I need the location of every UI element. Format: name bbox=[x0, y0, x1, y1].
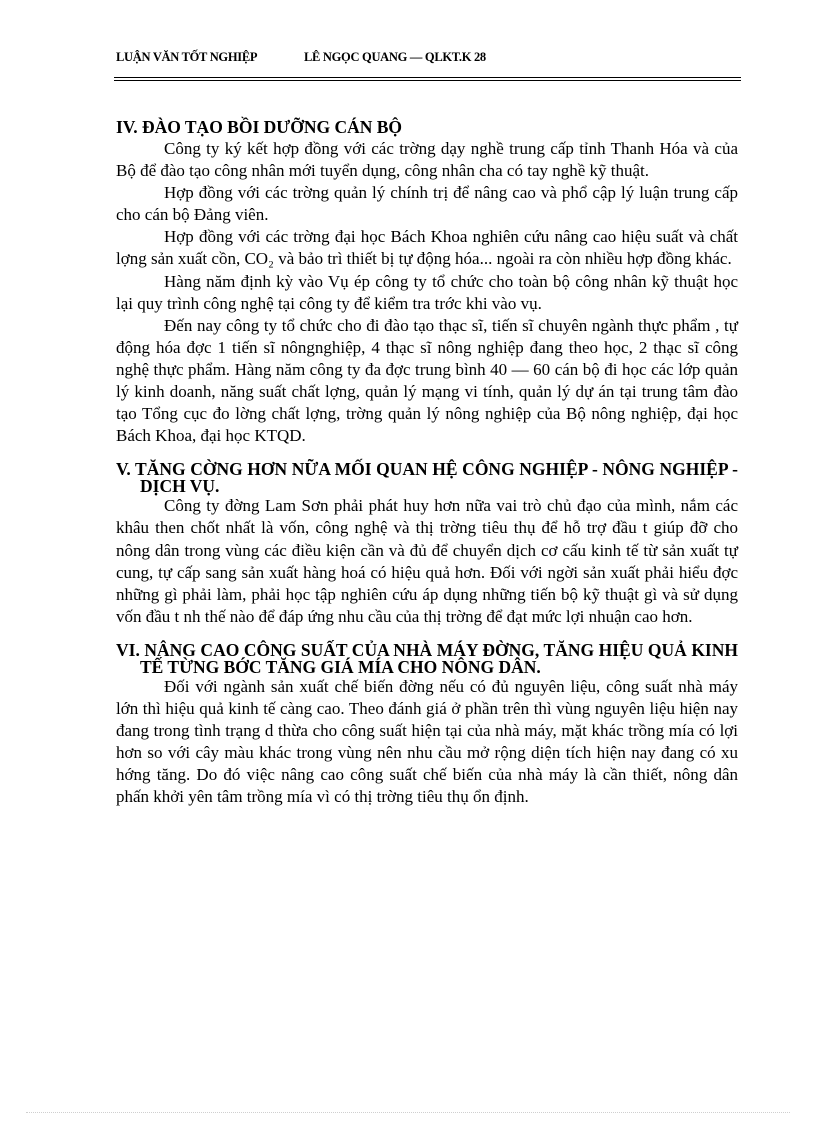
section-heading: V. TĂNG CỜNG HƠN NỮA MỐI QUAN HỆ CÔNG NGHIỆP - NÔNG NGHIỆP - DỊCH VỤ. bbox=[116, 459, 738, 497]
header-author-label: LÊ NGỌC QUANG — QLKT.K 28 bbox=[304, 50, 486, 64]
document-body bbox=[116, 116, 738, 808]
paragraph: Hợp đồng với các trờng quản lý chính trị để nâng cao và phổ cập lý luận trung cấp cho cán bộ Đảng viên. bbox=[116, 183, 738, 225]
paragraph: Hàng năm định kỳ vào Vụ ép công ty tổ chức cho toàn bộ công nhân kỹ thuật học lại quy trình công nghệ tại công ty để kiểm tra trớc khi vào vụ. bbox=[116, 271, 738, 313]
header-rule-bottom bbox=[114, 80, 741, 81]
section-capacity bbox=[116, 639, 738, 809]
paragraph: Công ty đờng Lam Sơn phải phát huy hơn nữa vai trò chủ đạo của mình, nắm các khâu then chốt nhất là vốn, công nghệ và thị trờng tiêu thụ để hỗ trợ đầu t giúp đỡ cho nông dân trong vùng các điều kiện cần và đủ để chuyển dịch cơ cấu kinh tế từ sản xuất tự cung, tự cấp sang sản xuất hàng hoá có hiệu quả hơn. Đối với ngời sản xuất phải hiểu đợc những gì phải làm, phải học tập nghiên cứu áp dụng những tiến bộ kỹ thuật gì và sử dụng vốn đầu t nh thế nào để đáp ứng nhu cầu của thị trờng để đạt mức lợi nhuận cao hơn. bbox=[116, 496, 738, 626]
page-header bbox=[114, 50, 739, 70]
paragraph: Đến nay công ty tổ chức cho đi đào tạo thạc sĩ, tiến sĩ chuyên ngành thực phẩm , tự động hóa đợc 1 tiến sĩ nôngnghiệp, 4 thạc sĩ nông nghiệp đang theo học, 2 thạc sĩ công nghệ thực phẩm. Hàng năm công ty đa đợc trung bình 40 — 60 cán bộ đi học các lớp quản lý kinh doanh, năng suất chất lợng, quản lý mạng vi tính, quản lý dự án tại trung tâm đào tạo Tổng cục đo lờng chất lợng, trờng quản lý nông nghiệp của Bộ nông nghiệp, đại học Bách Khoa, đại học KTQD. bbox=[116, 315, 738, 446]
section-training bbox=[116, 116, 738, 447]
section-relations bbox=[116, 461, 738, 628]
paragraph: Hợp đồng với các trờng đại học Bách Khoa nghiên cứu nâng cao hiệu suất và chất lợng sản xuất cồn, CO₂ và bảo trì thiết bị tự động hóa... ngoài ra còn nhiều hợp đồng khác. bbox=[116, 227, 738, 269]
section-heading: VI. NÂNG CAO CÔNG SUẤT CỦA NHÀ MÁY ĐỜNG, TĂNG HIỆU QUẢ KINH TẾ TỪNG BỚC TĂNG GIÁ MÍA CHO NÔNG DÂN. bbox=[116, 639, 738, 677]
paragraph: Đối với ngành sản xuất chế biến đờng nếu có đủ nguyên liệu, công suất nhà máy lớn thì hiệu quả kinh tế càng cao. Theo đánh giá ở phần trên thì vùng nguyên liệu hiện nay đang trong tình trạng d thừa cho công suất hiện tại của nhà máy, mặt khác trồng mía có lợi hơn so với cây màu khác trong vùng nên nhu cầu mở rộng diện tích hiện nay đang có xu hớng tăng. Do đó việc nâng cao công suất chế biến của nhà máy là cần thiết, nông dân phấn khởi yên tâm trồng mía vì có thị trờng tiêu thụ ổn định. bbox=[116, 676, 738, 807]
section-heading: IV. ĐÀO TẠO BỒI DƯỠNG CÁN BỘ bbox=[116, 117, 403, 137]
header-thesis-label: LUẬN VĂN TỐT NGHIỆP bbox=[116, 50, 258, 64]
paragraph: Công ty ký kết hợp đồng với các trờng dạy nghề trung cấp tỉnh Thanh Hóa và của Bộ để đào tạo công nhân mới tuyển dụng, công nhân cha có tay nghề kỹ thuật. bbox=[116, 139, 738, 181]
header-rule-top bbox=[114, 77, 741, 78]
page-bottom-border bbox=[26, 1112, 790, 1113]
